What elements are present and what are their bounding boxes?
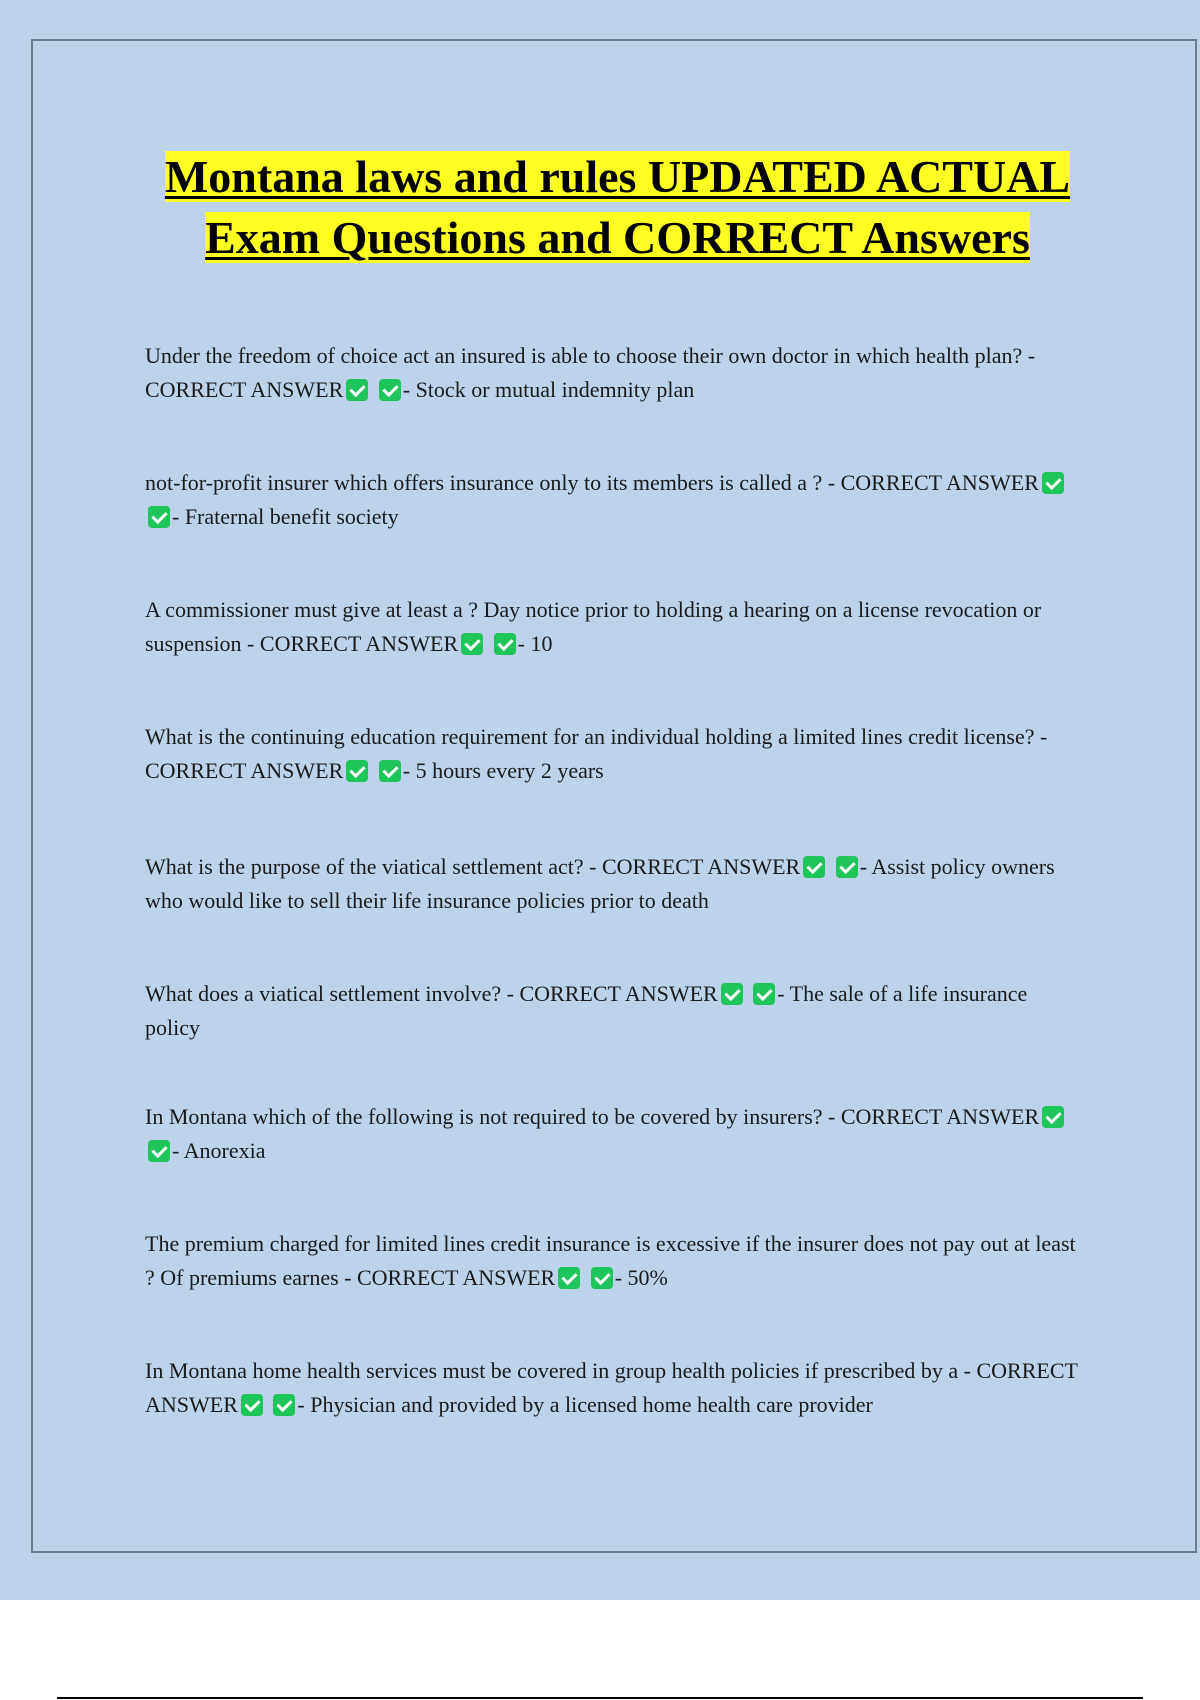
answer-marker: CORRECT ANSWER	[145, 377, 344, 402]
answer-marker: CORRECT ANSWER	[259, 631, 459, 656]
question-text: Under the freedom of choice act an insured is able to choose their own doctor in which health plan? -	[145, 343, 1036, 368]
answer-marker: CORRECT ANSWER	[840, 1104, 1040, 1129]
answer-text: - Assist policy owners who would like to sell their life insurance policies prior to death	[145, 854, 1055, 913]
answer-text: - Physician and provided by a licensed home health care provider	[297, 1392, 873, 1417]
qa-item	[145, 1354, 1080, 1422]
question-text: What is the purpose of the viatical settlement act? -	[145, 854, 602, 879]
answer-marker: CORRECT ANSWER	[519, 981, 718, 1006]
question-text: The premium charged for limited lines credit insurance is excessive if the insurer does not pay out at least ? Of premiums earnes -	[145, 1231, 1076, 1290]
answer-text: - Anorexia	[172, 1138, 266, 1163]
check-mark-icon	[273, 1394, 295, 1416]
question-text: What is the continuing education requirement for an individual holding a limited lines credit license? -	[145, 724, 1048, 749]
answer-text: - Fraternal benefit society	[172, 504, 399, 529]
answer-marker: CORRECT ANSWER	[840, 470, 1039, 495]
answer-text: - 5 hours every 2 years	[402, 758, 604, 783]
qa-item	[145, 339, 1080, 407]
check-mark-icon	[558, 1267, 580, 1289]
check-mark-icon	[836, 856, 858, 878]
check-mark-icon	[494, 633, 516, 655]
answer-marker: CORRECT ANSWER	[601, 854, 801, 879]
question-text: not-for-profit insurer which offers insurance only to its members is called a ? -	[145, 470, 841, 495]
check-mark-icon	[379, 379, 401, 401]
check-mark-icon	[803, 856, 825, 878]
check-mark-icon	[346, 379, 368, 401]
check-mark-icon	[241, 1394, 263, 1416]
qa-item	[145, 1227, 1080, 1295]
check-mark-icon	[379, 760, 401, 782]
question-text: What does a viatical settlement involve? -	[145, 981, 520, 1006]
question-text: A commissioner must give at least a ? Day notice prior to holding a hearing on a license revocation or suspension -	[145, 597, 1042, 656]
qa-item	[145, 850, 1080, 918]
answer-text: - 10	[517, 631, 553, 656]
check-mark-icon	[1042, 1106, 1064, 1128]
qa-item	[145, 593, 1080, 661]
qa-item	[145, 466, 1080, 534]
answer-marker: CORRECT ANSWER	[145, 1358, 1078, 1417]
check-mark-icon	[721, 983, 743, 1005]
answer-marker: CORRECT ANSWER	[356, 1265, 556, 1290]
question-text: In Montana home health services must be covered in group health policies if prescribed by a -	[145, 1358, 977, 1383]
answer-text: - The sale of a life insurance policy	[145, 981, 1028, 1040]
answer-text: - Stock or mutual indemnity plan	[402, 377, 695, 402]
qa-item	[145, 977, 1080, 1045]
check-mark-icon	[346, 760, 368, 782]
question-text: In Montana which of the following is not required to be covered by insurers? -	[145, 1104, 841, 1129]
check-mark-icon	[148, 506, 170, 528]
check-mark-icon	[753, 983, 775, 1005]
check-mark-icon	[461, 633, 483, 655]
check-mark-icon	[148, 1140, 170, 1162]
bottom-divider	[57, 1697, 1143, 1699]
document-title	[140, 146, 1095, 268]
title-highlight: Montana laws and rules UPDATED ACTUAL Exam Questions and CORRECT Answers	[164, 151, 1071, 263]
answer-text: - 50%	[614, 1265, 668, 1290]
answer-marker: CORRECT ANSWER	[145, 758, 344, 783]
qa-item	[145, 1100, 1080, 1168]
check-mark-icon	[1042, 472, 1064, 494]
qa-item	[145, 720, 1080, 788]
check-mark-icon	[591, 1267, 613, 1289]
